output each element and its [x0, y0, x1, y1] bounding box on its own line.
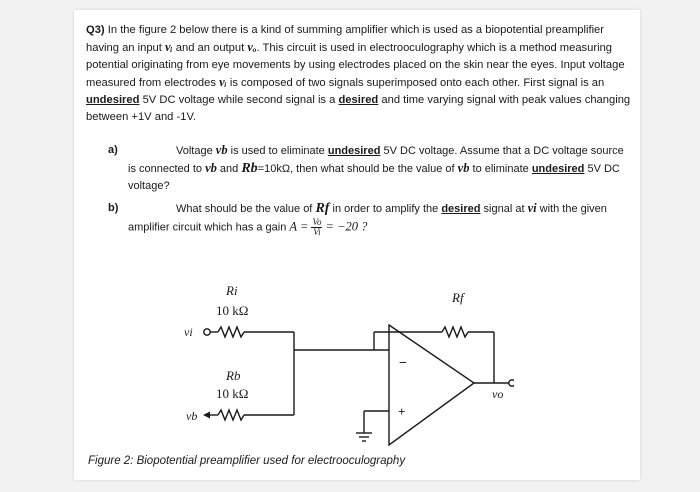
- part-a-text: Voltage vb is used to eliminate undesired 5V DC voltage. Assume that a DC voltage source is connected to vb and Rb=10kΩ, then what should be the value of vb to eliminate undesired 5V DC voltage?: [128, 143, 624, 192]
- vo-label: vo: [492, 387, 504, 401]
- part-a-label: a): [108, 144, 118, 156]
- rb-resistor: [218, 410, 244, 420]
- vb-label: vb: [186, 409, 198, 423]
- output-voltage-var: vₒ: [247, 40, 257, 54]
- ri-value: 10 kΩ: [216, 303, 249, 318]
- vi-terminal: [204, 329, 210, 335]
- question-intro: Q3) In the figure 2 below there is a kind of summing amplifier which is used as a biopotential preamplifier having an input vᵢ and an output vₒ. This circuit is used in electrooculography which is a method measuring potential originating from eye movements by using electrodes placed on the skin near the eyes. Input voltage measured from electrodes vᵢ is composed of two signals superimposed onto each other. First signal is an undesired 5V DC voltage while second signal is a desired and time varying signal with peak values changing between +1V and -1V.: [86, 24, 631, 123]
- gain-rhs: = −20 ?: [325, 219, 368, 234]
- rb-label: Rb: [226, 368, 241, 383]
- input-voltage-var: vᵢ: [165, 40, 173, 54]
- undesired-term: undesired: [86, 94, 140, 106]
- desired-term: desired: [338, 94, 379, 106]
- vo-terminal: [509, 380, 514, 386]
- noninverting-input-sign: +: [398, 404, 406, 419]
- gain-fraction: $\frac{Vo}{Vi}$: [312, 217, 322, 237]
- rf-resistor: [442, 327, 468, 337]
- op-amp: [389, 325, 474, 445]
- part-b-text: What should be the value of Rf in order to amplify the desired signal at vi with the given amplifier circuit which has a gain A = $\frac{Vo}{Vi}$ = −20 ?: [128, 201, 607, 237]
- circuit-diagram: [174, 275, 514, 455]
- vi-label: vi: [184, 325, 193, 339]
- rf-label: Rf: [452, 290, 464, 305]
- rb-value: 10 kΩ: [216, 386, 249, 401]
- ri-resistor: [218, 327, 244, 337]
- question-label: Q3): [86, 24, 105, 36]
- ri-label: Ri: [226, 283, 238, 298]
- part-b-label: b): [108, 202, 119, 214]
- figure-caption: Figure 2: Biopotential preamplifier used for electrooculography: [88, 455, 406, 467]
- inverting-input-sign: −: [399, 356, 407, 371]
- vb-terminal-arrow: [203, 412, 210, 419]
- gain-lhs: A =: [289, 219, 309, 234]
- document-page: [74, 10, 640, 480]
